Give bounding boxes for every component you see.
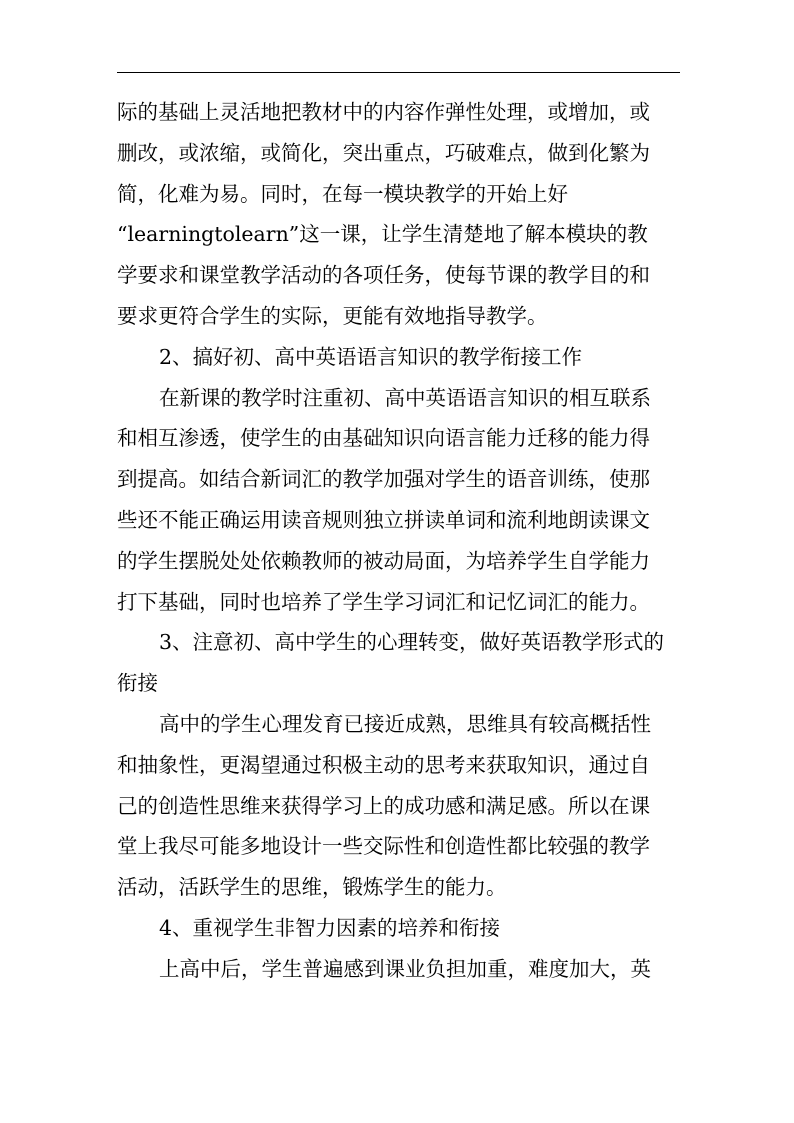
text-line: 学要求和课堂教学活动的各项任务，使每节课的教学目的和 xyxy=(117,263,650,288)
document-body xyxy=(117,92,680,990)
text-line: 要求更符合学生的实际，更能有效地指导教学。 xyxy=(117,303,548,328)
text-line: 删改，或浓缩，或简化，突出重点，巧破难点，做到化繁为 xyxy=(117,140,650,165)
text-line: 些还不能正确运用读音规则独立拼读单词和流利地朗读课文 xyxy=(117,507,650,532)
text-line: 际的基础上灵活地把教材中的内容作弹性处理，或增加，或 xyxy=(117,100,650,124)
section-heading: 3、注意初、高中学生的心理转变，做好英语教学形式的 xyxy=(159,630,665,655)
text-line: 和相互渗透，使学生的由基础知识向语言能力迁移的能力得 xyxy=(117,426,650,451)
text-line: 打下基础，同时也培养了学生学习词汇和记忆词汇的能力。 xyxy=(117,589,650,614)
text-line: 在新课的教学时注重初、高中英语语言知识的相互联系 xyxy=(159,385,651,410)
text-line: 上高中后，学生普遍感到课业负担加重，难度加大，英 xyxy=(159,956,651,981)
section-heading: 4、重视学生非智力因素的培养和衔接 xyxy=(159,915,501,940)
text-line: 己的创造性思维来获得学习上的成功感和满足感。所以在课 xyxy=(117,793,650,818)
text-line: 活动，活跃学生的思维，锻炼学生的能力。 xyxy=(117,875,507,900)
text-line: 的学生摆脱处处依赖教师的被动局面，为培养学生自学能力 xyxy=(117,548,650,573)
text-line: 高中的学生心理发育已接近成熟，思维具有较高概括性 xyxy=(159,711,651,736)
text-line: 堂上我尽可能多地设计一些交际性和创造性都比较强的教学 xyxy=(117,834,650,859)
text-line: “learningtolearn”这一课，让学生清楚地了解本模块的教 xyxy=(117,222,648,247)
text-line: 简，化难为易。同时，在每一模块教学的开始上好 xyxy=(117,181,568,206)
section-heading: 2、搞好初、高中英语语言知识的教学衔接工作 xyxy=(159,344,583,369)
text-line: 到提高。如结合新词汇的教学加强对学生的语音训练，使那 xyxy=(117,467,650,492)
header-rule xyxy=(117,72,680,73)
section-heading-continuation: 衔接 xyxy=(117,671,158,696)
text-line: 和抽象性，更渴望通过积极主动的思考来获取知识，通过自 xyxy=(117,752,650,777)
